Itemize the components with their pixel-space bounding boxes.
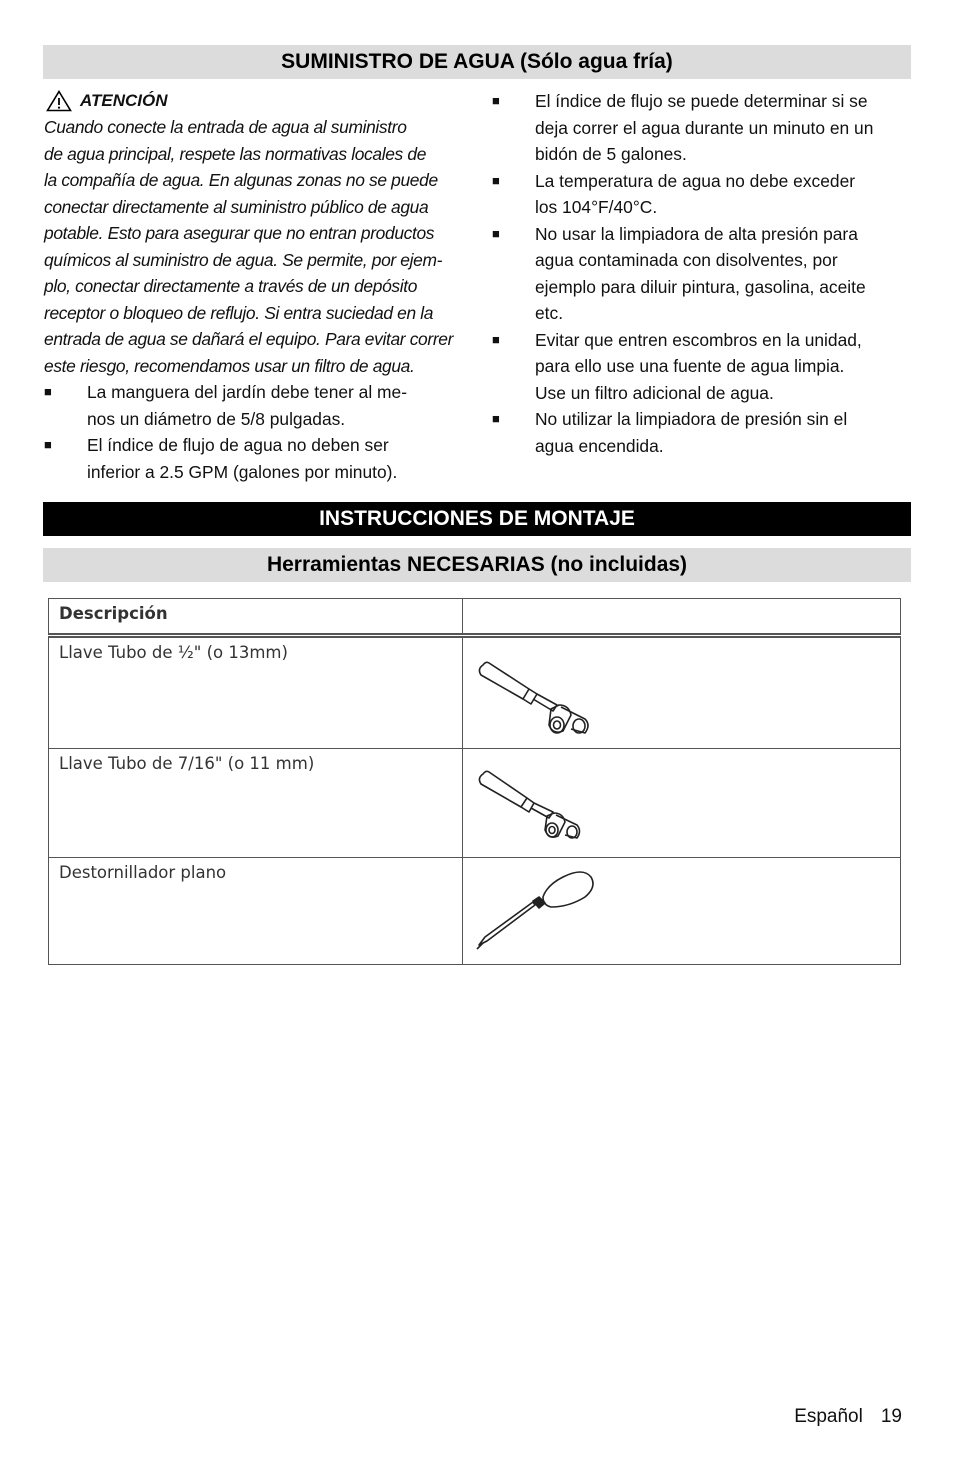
bullet-text: No utilizar la limpiadora de presión sin el agua encendida. (535, 409, 848, 456)
table-row (49, 749, 901, 858)
tool-image-cell (463, 749, 901, 858)
list-item (492, 88, 912, 168)
bullet-text: Evitar que entren escombros en la unidad, para ello use una fuente de agua limpia. Use un filtro adicional de agua. (535, 329, 862, 403)
warning-triangle-icon (46, 90, 72, 112)
tool-image-cell (463, 636, 901, 749)
water-supply-heading (43, 45, 911, 79)
warning-line: Cuando conecte la entrada de agua al suministro (44, 117, 407, 137)
footer-language: Español (794, 1406, 863, 1427)
bullet-icon: ■ (44, 384, 52, 399)
bullet-icon: ■ (492, 93, 500, 108)
bullet-text: No usar la limpiadora de alta presión para agua contaminada con disolventes, por ejemplo para diluir pintura, gasolina, aceite etc. (535, 223, 866, 323)
warning-title: ATENCIÓN (80, 90, 168, 110)
table-header-cell-empty (463, 599, 901, 636)
table-row (49, 858, 901, 965)
list-item (492, 406, 912, 459)
bullet-icon: ■ (492, 225, 500, 241)
table-header-cell: Descripción (49, 599, 463, 636)
warning-line: entrada de agua se dañará el equipo. Para evitar correr (44, 329, 454, 349)
bullet-icon: ■ (44, 437, 52, 452)
tool-image-cell (463, 858, 901, 965)
tools-heading (43, 548, 911, 582)
warning-line: receptor o bloqueo de reflujo. Si entra suciedad en la (44, 302, 434, 323)
page-number: 19 (880, 1406, 902, 1427)
bullet-text: El índice de flujo de agua no deben ser inferior a 2.5 GPM (galones por minuto). (87, 435, 398, 482)
warning-text (44, 114, 464, 379)
tool-description: Llave Tubo de ½" (o 13mm) (49, 636, 463, 749)
page-footer (776, 1406, 902, 1428)
bullet-icon: ■ (492, 172, 500, 188)
warning-line: este riesgo, recomendamos usar un filtro de agua. (44, 355, 415, 376)
warning-line: potable. Esto para asegurar que no entran productos (44, 223, 435, 243)
list-item (492, 221, 912, 327)
flat-screwdriver-icon (473, 869, 613, 954)
warning-line: de agua principal, respete las normativas locales de (44, 143, 427, 164)
bullet-text: La temperatura de agua no debe exceder los 104°F/40°C. (535, 170, 856, 217)
tool-description: Llave Tubo de 7/16" (o 11 mm) (49, 749, 463, 858)
right-column (492, 88, 912, 459)
tools-heading-text: Herramientas NECESARIAS (no incluidas) (266, 553, 688, 576)
warning-line: la compañía de agua. En algunas zonas no se puede (44, 170, 438, 190)
socket-wrench-icon (473, 649, 603, 739)
list-item (492, 168, 912, 221)
socket-wrench-icon (473, 760, 593, 845)
list-item (44, 379, 464, 432)
bullet-icon: ■ (492, 411, 500, 426)
warning-line: plo, conectar directamente a través de un depósito (44, 276, 418, 296)
tool-description: Destornillador plano (49, 858, 463, 965)
list-item (44, 432, 464, 485)
list-item (492, 327, 912, 407)
table-header-row (49, 599, 901, 636)
warning-line: químicos al suministro de agua. Se permite, por ejem- (44, 249, 443, 270)
water-supply-heading-text: SUMINISTRO DE AGUA (Sólo agua fría) (281, 50, 673, 73)
table-row (49, 636, 901, 749)
bullet-text: La manguera del jardín debe tener al me- nos un diámetro de 5/8 pulgadas. (87, 382, 407, 429)
assembly-heading (43, 502, 911, 536)
tools-table (48, 598, 901, 965)
warning-header (44, 88, 464, 114)
bullet-text: El índice de flujo se puede determinar si se deja correr el agua durante un minuto en un bidón de 5 galones. (535, 91, 874, 164)
left-column (44, 88, 464, 485)
assembly-heading-text: INSTRUCCIONES DE MONTAJE (319, 507, 635, 530)
warning-line: conectar directamente al suministro público de agua (44, 196, 429, 217)
bullet-icon: ■ (492, 331, 500, 347)
